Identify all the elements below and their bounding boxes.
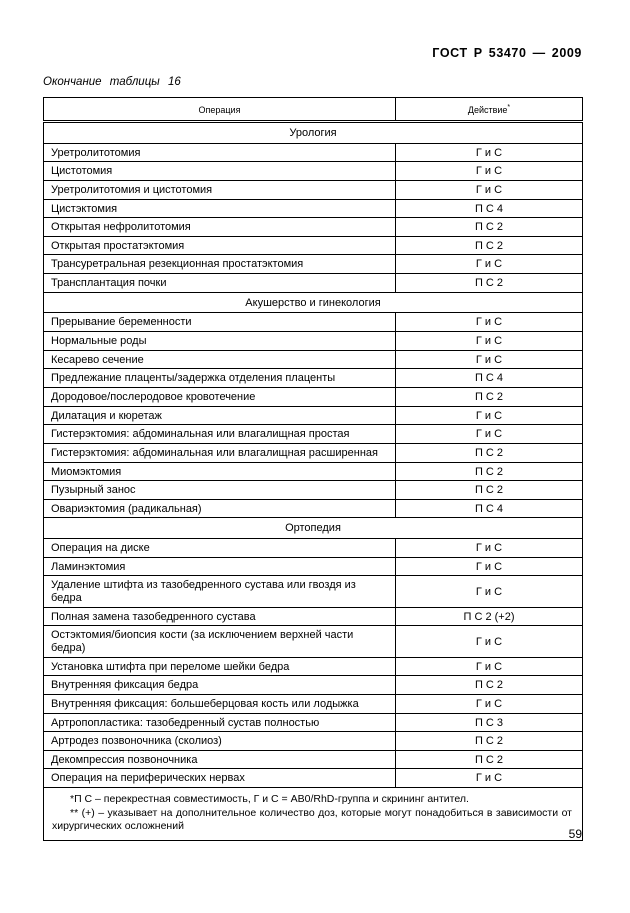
action-cell: Г и С <box>396 255 583 274</box>
footnote-line: ** (+) – указывает на дополнительное количество доз, которые могут понадобиться в зависимости от хирургических осложнений <box>52 806 572 833</box>
action-cell: Г и С <box>396 576 583 607</box>
operations-table <box>43 97 583 841</box>
action-cell: П С 4 <box>396 499 583 518</box>
operations-table-wrap <box>43 97 582 841</box>
table-row <box>44 406 583 425</box>
table-row <box>44 425 583 444</box>
action-cell: Г и С <box>396 769 583 788</box>
section-row <box>44 292 583 313</box>
page-number: 59 <box>568 827 582 841</box>
action-cell: Г и С <box>396 143 583 162</box>
table-row <box>44 657 583 676</box>
action-cell: Г и С <box>396 332 583 351</box>
action-cell: П С 2 <box>396 218 583 237</box>
action-cell: П С 2 (+2) <box>396 607 583 626</box>
operation-cell: Полная замена тазобедренного сустава <box>44 607 396 626</box>
table-row <box>44 313 583 332</box>
table-row <box>44 539 583 558</box>
action-cell: П С 4 <box>396 369 583 388</box>
table-row <box>44 626 583 657</box>
table-row <box>44 694 583 713</box>
header-row <box>44 98 583 122</box>
doc-number: ГОСТ Р 53470 — 2009 <box>432 46 582 60</box>
table-row <box>44 443 583 462</box>
section-title: Урология <box>44 122 583 144</box>
table-row <box>44 387 583 406</box>
operation-cell: Цистотомия <box>44 162 396 181</box>
operation-cell: Уретролитотомия и цистотомия <box>44 180 396 199</box>
operation-cell: Операция на периферических нервах <box>44 769 396 788</box>
operation-cell: Цистэктомия <box>44 199 396 218</box>
operation-cell: Гистерэктомия: абдоминальная или влагалищная расширенная <box>44 443 396 462</box>
action-cell: П С 2 <box>396 732 583 751</box>
operation-cell: Дилатация и кюретаж <box>44 406 396 425</box>
table-row <box>44 750 583 769</box>
action-cell: Г и С <box>396 406 583 425</box>
operation-cell: Открытая простатэктомия <box>44 236 396 255</box>
table-row <box>44 481 583 500</box>
col-header-action <box>396 98 583 122</box>
section-row <box>44 122 583 144</box>
operation-cell: Пузырный занос <box>44 481 396 500</box>
action-cell: Г и С <box>396 557 583 576</box>
table-row <box>44 180 583 199</box>
operation-cell: Дородовое/послеродовое кровотечение <box>44 387 396 406</box>
table-row <box>44 732 583 751</box>
table-row <box>44 199 583 218</box>
action-cell: Г и С <box>396 313 583 332</box>
operation-cell: Трансуретральная резекционная простатэктомия <box>44 255 396 274</box>
operation-cell: Миомэктомия <box>44 462 396 481</box>
action-cell: Г и С <box>396 162 583 181</box>
operation-cell: Предлежание плаценты/задержка отделения плаценты <box>44 369 396 388</box>
action-cell: П С 4 <box>396 199 583 218</box>
col-header-operation: Операция <box>44 98 396 122</box>
action-cell: Г и С <box>396 539 583 558</box>
table-caption: Окончание таблицы 16 <box>43 76 181 88</box>
operation-cell: Уретролитотомия <box>44 143 396 162</box>
operation-cell: Операция на диске <box>44 539 396 558</box>
section-title: Акушерство и гинекология <box>44 292 583 313</box>
operation-cell: Ламинэктомия <box>44 557 396 576</box>
action-cell: Г и С <box>396 626 583 657</box>
action-cell: П С 2 <box>396 462 583 481</box>
table-row <box>44 576 583 607</box>
action-cell: Г и С <box>396 180 583 199</box>
action-cell: П С 2 <box>396 387 583 406</box>
operation-cell: Артропопластика: тазобедренный сустав полностью <box>44 713 396 732</box>
operation-cell: Внутренняя фиксация: большеберцовая кость или лодыжка <box>44 694 396 713</box>
action-cell: П С 2 <box>396 481 583 500</box>
action-cell: Г и С <box>396 350 583 369</box>
operation-cell: Нормальные роды <box>44 332 396 351</box>
table-row <box>44 236 583 255</box>
action-cell: П С 2 <box>396 274 583 293</box>
table-row <box>44 713 583 732</box>
table-body <box>44 122 583 788</box>
action-cell: П С 2 <box>396 443 583 462</box>
table-row <box>44 462 583 481</box>
action-cell: Г и С <box>396 657 583 676</box>
table-row <box>44 676 583 695</box>
table-row <box>44 332 583 351</box>
table-row <box>44 218 583 237</box>
col-header-action-label: Действие <box>467 105 508 115</box>
section-row <box>44 518 583 539</box>
table-row <box>44 274 583 293</box>
operation-cell: Открытая нефролитотомия <box>44 218 396 237</box>
operation-cell: Гистерэктомия: абдоминальная или влагалищная простая <box>44 425 396 444</box>
section-title: Ортопедия <box>44 518 583 539</box>
action-cell: Г и С <box>396 425 583 444</box>
action-cell: П С 2 <box>396 236 583 255</box>
operation-cell: Овариэктомия (радикальная) <box>44 499 396 518</box>
operation-cell: Кесарево сечение <box>44 350 396 369</box>
table-row <box>44 607 583 626</box>
operation-cell: Остэктомия/биопсия кости (за исключением верхней части бедра) <box>44 626 396 657</box>
action-cell: П С 3 <box>396 713 583 732</box>
operation-cell: Трансплантация почки <box>44 274 396 293</box>
table-row <box>44 162 583 181</box>
operation-cell: Декомпрессия позвоночника <box>44 750 396 769</box>
table-row <box>44 557 583 576</box>
table-row <box>44 369 583 388</box>
operation-cell: Удаление штифта из тазобедренного сустава или гвоздя из бедра <box>44 576 396 607</box>
table-row <box>44 769 583 788</box>
operation-cell: Установка штифта при переломе шейки бедра <box>44 657 396 676</box>
footnote-cell <box>44 788 583 841</box>
action-cell: П С 2 <box>396 676 583 695</box>
table-row <box>44 143 583 162</box>
table-row <box>44 255 583 274</box>
footnote-row <box>44 788 583 841</box>
action-cell: П С 2 <box>396 750 583 769</box>
operation-cell: Артродез позвоночника (сколиоз) <box>44 732 396 751</box>
footnote-line: *П С – перекрестная совместимость, Г и С = AB0/RhD-группа и скрининг антител. <box>70 793 469 806</box>
footnotes <box>52 793 572 834</box>
table-row <box>44 499 583 518</box>
operation-cell: Внутренняя фиксация бедра <box>44 676 396 695</box>
table-row <box>44 350 583 369</box>
footnote-mark: * <box>507 104 511 111</box>
operation-cell: Прерывание беременности <box>44 313 396 332</box>
action-cell: Г и С <box>396 694 583 713</box>
